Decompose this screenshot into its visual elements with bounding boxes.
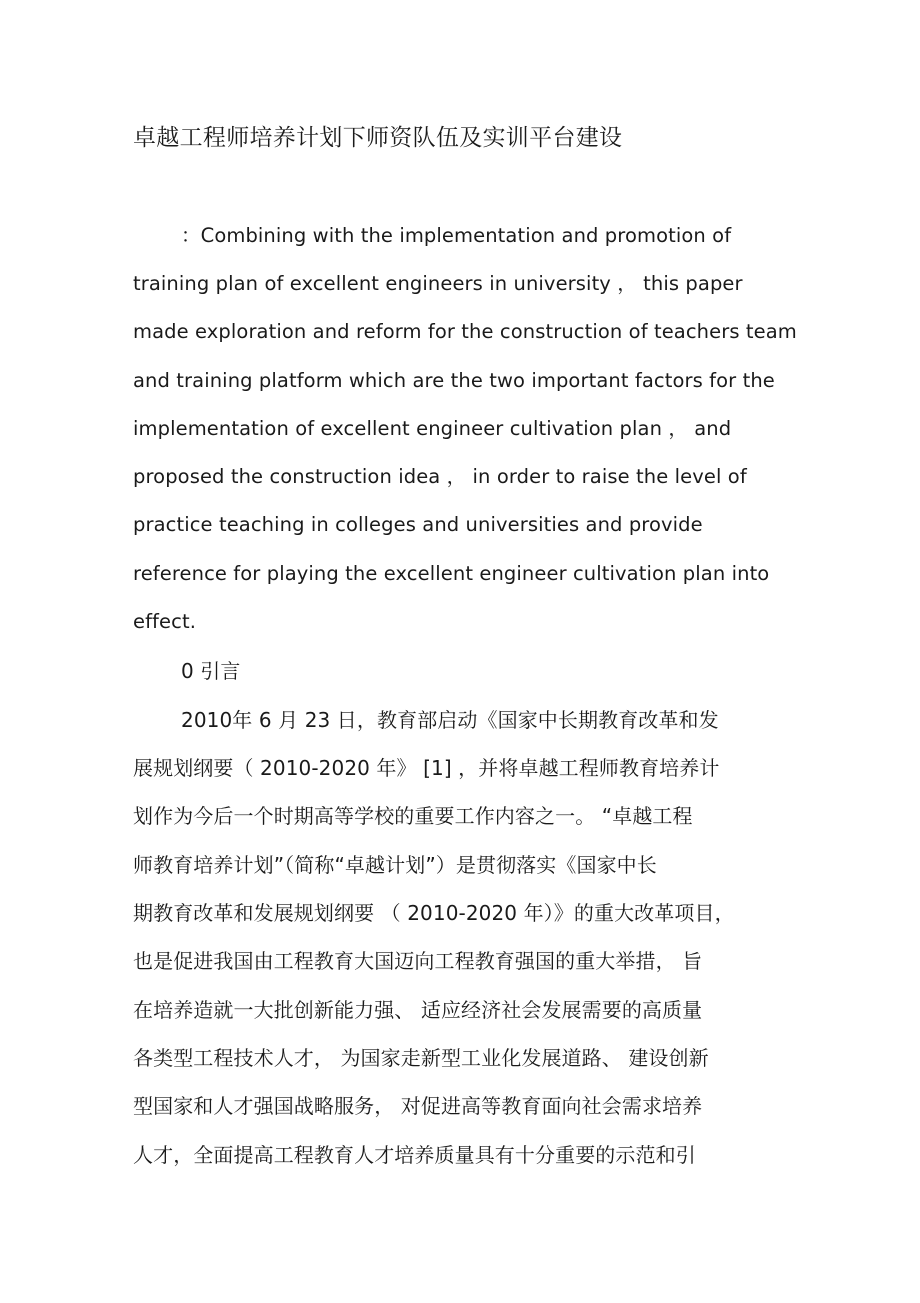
abstract-line: and training platform which are the two important factors for the bbox=[133, 369, 775, 392]
abstract-line: made exploration and reform for the construction of teachers team bbox=[133, 320, 797, 343]
abstract-line: reference for playing the excellent engineer cultivation plan into bbox=[133, 562, 770, 585]
body-line: 型国家和人才强国战略服务， 对促进高等教育面向社会需求培养 bbox=[133, 1094, 703, 1118]
body-line: 展规划纲要（ 2010-2020 年》 [1] ，并将卓越工程师教育培养计 bbox=[133, 756, 720, 780]
abstract-line: training plan of excellent engineers in university ， this paper bbox=[133, 272, 743, 295]
body-line: 划作为今后一个时期高等学校的重要工作内容之一。 “卓越工程 bbox=[133, 804, 693, 828]
body-line: 各类型工程技术人才， 为国家走新型工业化发展道路、 建设创新 bbox=[133, 1046, 709, 1070]
body-line: 期教育改革和发展规划纲要 （ 2010-2020 年）》的重大改革项目， bbox=[133, 901, 735, 925]
abstract-line: implementation of excellent engineer cultivation plan ， and bbox=[133, 417, 732, 440]
section-heading: 0 引言 bbox=[181, 659, 241, 683]
abstract-line: ：Combining with the implementation and promotion of bbox=[181, 224, 732, 247]
abstract-line: effect. bbox=[133, 610, 196, 633]
document-title: 卓越工程师培养计划下师资队伍及实训平台建设 bbox=[133, 125, 623, 151]
body-line: 在培养造就一大批创新能力强、 适应经济社会发展需要的高质量 bbox=[133, 998, 703, 1022]
body-line: 人才，全面提高工程教育人才培养质量具有十分重要的示范和引 bbox=[133, 1143, 696, 1167]
abstract-line: practice teaching in colleges and universities and provide bbox=[133, 513, 703, 536]
body-line: 2010年 6 月 23 日，教育部启动《国家中长期教育改革和发 bbox=[181, 708, 719, 732]
body-line: 师教育培养计划”（简称“卓越计划”）是贯彻落实《国家中长 bbox=[133, 853, 657, 877]
abstract-line: proposed the construction idea ， in order to raise the level of bbox=[133, 465, 747, 488]
body-line: 也是促进我国由工程教育大国迈向工程教育强国的重大举措， 旨 bbox=[133, 949, 703, 973]
